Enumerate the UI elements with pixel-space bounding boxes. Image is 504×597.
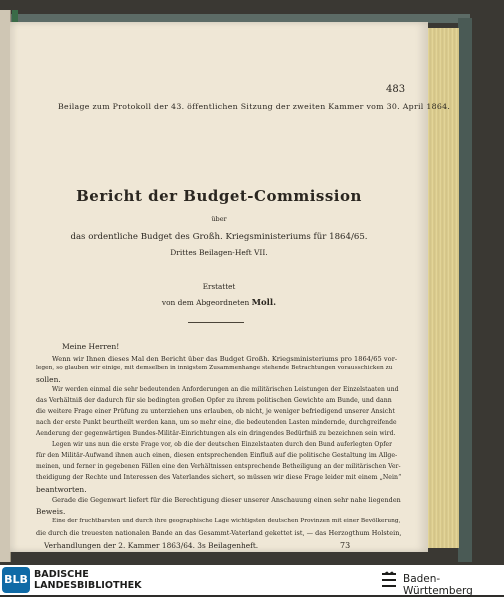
body-line: Eine der fruchtbarsten und durch ihre geographische Lage wichtigsten deutschen Provinzen mit einer Bevölkerung, — [52, 518, 401, 524]
body-line: Wir werden einmal die sehr bedeutenden Anforderungen an die militärischen Leistungen der Einzelstaaten und — [52, 386, 399, 393]
bookmark-ribbon — [12, 10, 18, 22]
author-name: Moll. — [251, 298, 277, 308]
report-subtitle: das ordentliche Budget des Großh. Kriegsministeriums für 1864/65. — [70, 232, 368, 242]
document-page — [10, 22, 451, 552]
body-line: Aenderung der gegenwärtigen Bundes-Militär-Einrichtungen als ein dringendes Bedürfniß zu bezeichnen sein wird. — [36, 430, 396, 437]
body-line: für den Militär-Aufwand ihnen auch einen, diesen entsprechenden Einfluß auf die politische Gestaltung im Allge- — [36, 452, 398, 459]
body-line: beantworten. — [36, 485, 87, 494]
bw-logo-text[interactable]: Baden-Württemberg — [403, 573, 473, 597]
body-line: Beweis. — [36, 507, 66, 516]
body-line: das Verhältniß der dadurch für sie bedingten großen Opfer zu ihrem politischen Gewichte am Bunde, und dann — [36, 397, 392, 404]
blb-line1: BADISCHE — [34, 569, 89, 580]
author-prefix: von dem Abgeordneten — [161, 298, 250, 307]
body-line: legen, so glauben wir einige, mit demselben in innigstem Zusammenhange stehende Betrachtungen vorausschicken zu — [36, 365, 393, 371]
blb-logo-text[interactable] — [34, 569, 142, 591]
running-header: Beilage zum Protokoll der 43. öffentlichen Sitzung der zweiten Kammer vom 30. April 1864. — [58, 102, 451, 111]
logo-bar — [0, 565, 504, 595]
body-line: die durch die treuesten nationalen Bande an das Gesammt-Vaterland gekettet ist, — das Herzogthum Holstein, — [36, 529, 402, 537]
body-line: Gerade die Gegenwart liefert für die Berechtigung dieser unserer Anschauung einen sehr nahe liegenden — [52, 496, 401, 504]
body-line: meinen, und ferner in gegebenen Fällen eine den Verhältnissen entsprechende Betheiligung an der militärischen Ver- — [36, 463, 401, 470]
body-line: Wenn wir Ihnen dieses Mal den Bericht über das Budget Großh. Kriegsministeriums pro 1864/65 vor- — [52, 355, 398, 363]
signature-number: 73 — [340, 541, 351, 550]
page-number: 483 — [386, 84, 406, 95]
separator-rule — [188, 322, 244, 323]
body-line: sollen. — [36, 375, 61, 384]
report-volume: Drittes Beilagen-Heft VII. — [170, 248, 268, 257]
body-line: nach der erste Punkt beurtheilt werden kann, um so mehr eine, die bedeutenden Lasten mindernde, durchgreifende — [36, 419, 397, 426]
body-line: Legen wir uns nun die erste Frage vor, ob die der deutschen Einzelstaaten durch den Bund auferlegten Opfer — [52, 441, 393, 448]
author-line — [10, 298, 428, 308]
title-connector: über — [211, 215, 227, 223]
body-line: theidigung der Rechte und Interessen des Vaterlandes sichert, so müssen wir diese Frage leider mit einem „Nein“ — [36, 474, 402, 481]
report-title: Bericht der Budget-Commission — [76, 187, 362, 205]
bw-lions-icon[interactable] — [380, 570, 398, 590]
salutation: Meine Herren! — [62, 342, 120, 351]
blb-line2: LANDESBIBLIOTHEK — [34, 580, 142, 591]
page-footer: Verhandlungen der 2. Kammer 1863/64. 3s Beilagenheft. — [44, 541, 259, 550]
blb-logo-icon[interactable]: BLB — [2, 567, 30, 593]
book-cover-edge — [458, 18, 472, 562]
erstattet-label: Erstattet — [202, 282, 236, 291]
body-line: die weitere Frage einer Prüfung zu unterziehen uns erlauben, ob nicht, je weniger befriedigend unserer Ansicht — [36, 408, 395, 415]
